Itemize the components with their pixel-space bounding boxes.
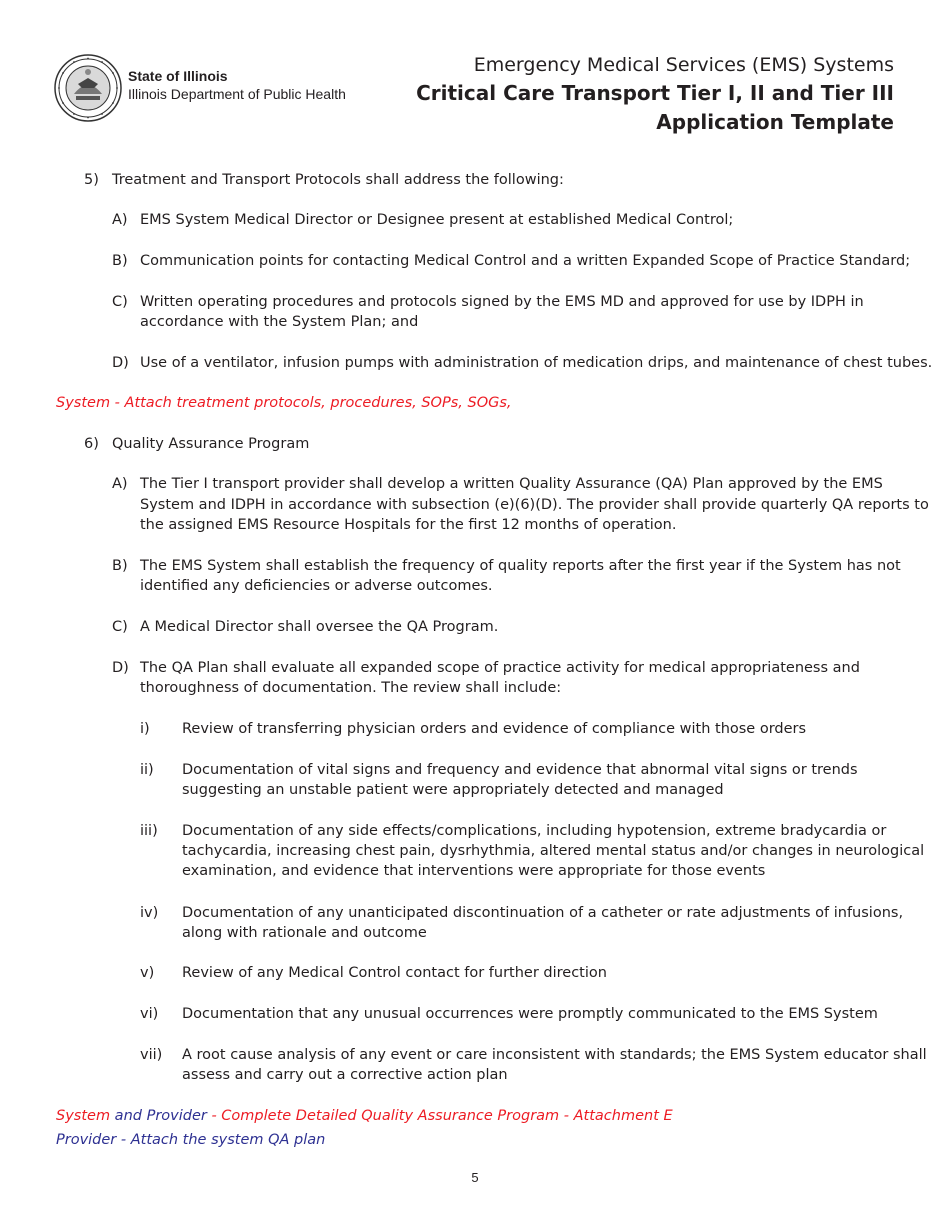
note-system-label: System: [56, 1108, 111, 1124]
page-number: 5: [471, 1170, 479, 1185]
item-6d-label: D): [112, 660, 129, 676]
item-6b-line-1: The EMS System shall establish the frequency of quality reports after the first year if the System has not: [140, 558, 901, 574]
item-5d-text: Use of a ventilator, infusion pumps with administration of medication drips, and maintenance of chest tubes.: [140, 355, 933, 371]
item-6c-label: C): [112, 619, 128, 635]
item-6a-line-1: The Tier I transport provider shall develop a written Quality Assurance (QA) Plan approved by the EMS: [140, 476, 883, 492]
agency-state: State of Illinois: [128, 68, 228, 84]
sub-item-ii-label: ii): [140, 762, 154, 778]
title-line-2: Critical Care Transport Tier I, II and Tier III: [416, 81, 894, 105]
sub-item-vii-line-1: A root cause analysis of any event or care inconsistent with standards; the EMS System educator shall: [182, 1047, 927, 1063]
sub-item-iii-line-3: examination, and evidence that interventions were appropriate for those events: [182, 863, 766, 879]
item-5b-text: Communication points for contacting Medical Control and a written Expanded Scope of Practice Standard;: [140, 253, 911, 269]
note-provider-label: and Provider: [110, 1108, 207, 1124]
sub-item-ii-line-1: Documentation of vital signs and frequency and evidence that abnormal vital signs or trends: [182, 762, 858, 778]
item-5c-label: C): [112, 294, 128, 310]
title-line-3: Application Template: [656, 110, 894, 134]
section-5-heading: Treatment and Transport Protocols shall address the following:: [112, 172, 564, 188]
agency-department: Illinois Department of Public Health: [128, 86, 346, 102]
note-attachment-text: - Complete Detailed Quality Assurance Program - Attachment E: [206, 1108, 673, 1124]
sub-item-iv-line-2: along with rationale and outcome: [182, 925, 427, 941]
section-5-number: 5): [84, 172, 99, 188]
sub-item-iii-label: iii): [140, 823, 158, 839]
section-6-note-1: [56, 1106, 673, 1126]
section-6-note-2: Provider - Attach the system QA plan: [56, 1132, 326, 1148]
sub-item-iv-line-1: Documentation of any unanticipated discontinuation of a catheter or rate adjustments of infusions,: [182, 905, 904, 921]
item-6b-line-2: identified any deficiencies or adverse outcomes.: [140, 578, 493, 594]
sub-item-ii-line-2: suggesting an unstable patient were appropriately detected and managed: [182, 782, 724, 798]
sub-item-vi-line-1: Documentation that any unusual occurrences were promptly communicated to the EMS System: [182, 1006, 878, 1022]
title-line-1: Emergency Medical Services (EMS) Systems: [473, 54, 894, 76]
item-6d-line-2: thoroughness of documentation. The review shall include:: [140, 680, 562, 696]
sub-item-vii-label: vii): [140, 1047, 163, 1063]
document-title: [416, 52, 894, 137]
item-6a-label: A): [112, 476, 128, 492]
item-5d-label: D): [112, 355, 129, 371]
section-6-number: 6): [84, 436, 99, 452]
item-6a-line-3: the assigned EMS Resource Hospitals for the first 12 months of operation.: [140, 517, 677, 533]
sub-item-vii-line-2: assess and carry out a corrective action plan: [182, 1067, 508, 1083]
section-5-note: System - Attach treatment protocols, procedures, SOPs, SOGs,: [56, 395, 512, 411]
sub-item-iii-line-2: tachycardia, increasing chest pain, dysrhythmia, altered mental status and/or changes in neurological: [182, 843, 925, 859]
item-5a-label: A): [112, 212, 128, 228]
sub-item-v-label: v): [140, 965, 155, 981]
item-5a-text: EMS System Medical Director or Designee present at established Medical Control;: [140, 212, 734, 228]
item-5c-line-1: Written operating procedures and protocols signed by the EMS MD and approved for use by IDPH in: [140, 294, 864, 310]
sub-item-iii-line-1: Documentation of any side effects/complications, including hypotension, extreme bradycardia or: [182, 823, 887, 839]
sub-item-v-line-1: Review of any Medical Control contact for further direction: [182, 965, 607, 981]
sub-item-i-line-1: Review of transferring physician orders and evidence of compliance with those orders: [182, 721, 807, 737]
sub-item-i-label: i): [140, 721, 150, 737]
sub-item-vi-label: vi): [140, 1006, 159, 1022]
section-6-heading: Quality Assurance Program: [112, 436, 310, 452]
item-6b-label: B): [112, 558, 128, 574]
item-5c-line-2: accordance with the System Plan; and: [140, 314, 419, 330]
item-6a-line-2: System and IDPH in accordance with subsection (e)(6)(D). The provider shall provide quarterly QA reports to: [140, 497, 929, 513]
agency-name: [128, 67, 346, 103]
state-seal-logo: [54, 54, 122, 122]
sub-item-iv-label: iv): [140, 905, 159, 921]
item-6d-line-1: The QA Plan shall evaluate all expanded scope of practice activity for medical appropriateness and: [140, 660, 860, 676]
item-6c-text: A Medical Director shall oversee the QA Program.: [140, 619, 499, 635]
item-5b-label: B): [112, 253, 128, 269]
